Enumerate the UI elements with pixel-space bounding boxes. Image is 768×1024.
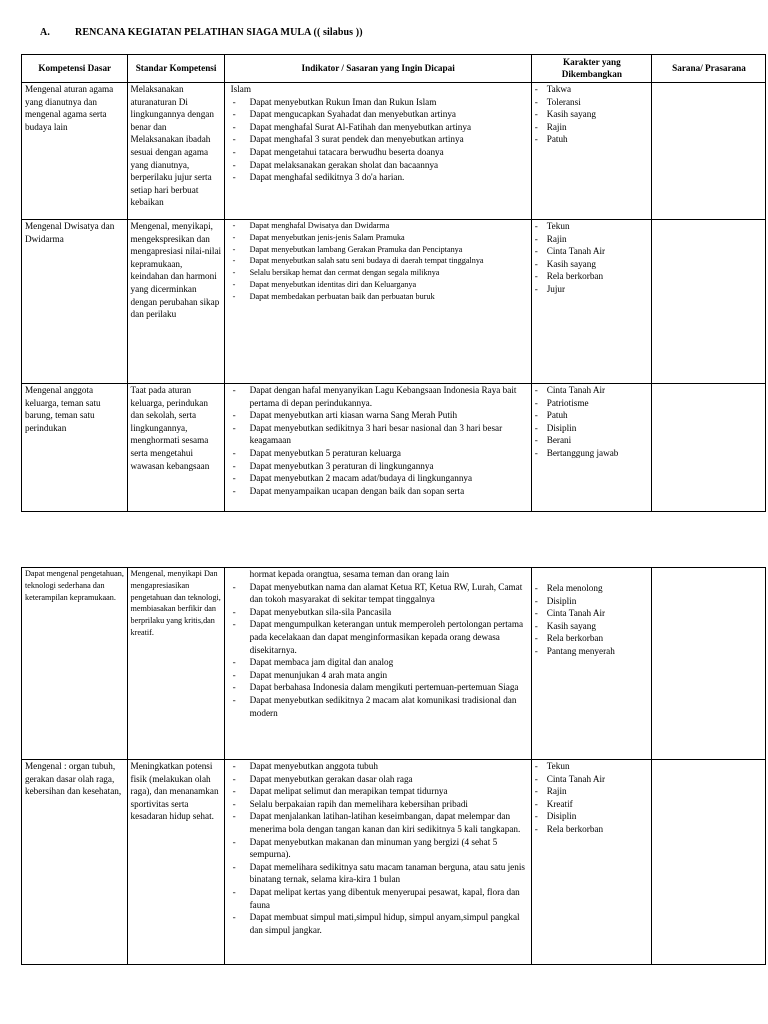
indikator-item: - Dapat membuat simpul mati,simpul hidup, simpul anyam,simpul pangkal dan simpul jangkar. (228, 911, 529, 936)
indikator-cell (224, 760, 531, 965)
indikator-item: - Dapat menyebutkan sila-sila Pancasila (228, 606, 529, 619)
indikator-item: - Dapat dengan hafal menyanyikan Lagu Kebangsaan Indonesia Raya bait pertama di depan perindukannya. (228, 384, 529, 409)
karakter-item: - Cinta Tanah Air (535, 607, 649, 620)
indikator-item: - Dapat menyebutkan 2 macam adat/budaya di lingkungannya (228, 472, 529, 485)
karakter-item: - Kasih sayang (535, 108, 649, 121)
indikator-item: - Dapat menyebutkan nama dan alamat Ketua RT, Ketua RW, Lurah, Camat dan tokoh masyarakat di sekitar tempat tinggalnya (228, 581, 529, 606)
karakter-item: - Cinta Tanah Air (535, 384, 649, 397)
karakter-cell (531, 760, 651, 965)
table-row (22, 83, 766, 220)
karakter-item: - Rajin (535, 233, 649, 246)
document-heading (40, 27, 363, 38)
indikator-item: - Dapat menunjukan 4 arah mata angin (228, 669, 529, 682)
karakter-item: - Takwa (535, 83, 649, 96)
indikator-item: - Dapat mengucapkan Syahadat dan menyebutkan artinya (228, 108, 529, 121)
kompetensi-cell: Dapat mengenal pengetahuan, teknologi sederhana dan keterampilan kepramukaan. (22, 568, 128, 760)
karakter-cell (531, 83, 651, 220)
standar-cell: Melaksanakan aturanaturan Di lingkungannya dengan benar dan Melaksanakan ibadah sesuai dengan agama yang dianutnya, berperilaku jujur serta setiap hari berbuat kebaikan (127, 83, 224, 220)
karakter-item: - Tekun (535, 220, 649, 233)
karakter-item: - Kreatif (535, 798, 649, 811)
table-row (22, 568, 766, 760)
standar-cell: Mengenal, menyikapi, mengekspresikan dan mengapresiasi nilai-nilai kepramukaan, keindahan dan harmoni yang dicerminkan dengan perubahan sikap dan perilaku (127, 220, 224, 384)
indikator-item: - Dapat menyebutkan lambang Gerakan Pramuka dan Penciptanya (228, 244, 529, 256)
karakter-item: - Kasih sayang (535, 620, 649, 633)
karakter-item: - Cinta Tanah Air (535, 245, 649, 258)
sarana-cell (652, 83, 766, 220)
karakter-item: - Rela berkorban (535, 270, 649, 283)
indikator-cell (224, 568, 531, 760)
indikator-item: - Dapat membaca jam digital dan analog (228, 656, 529, 669)
indikator-item: - Dapat menyebutkan Rukun Iman dan Rukun Islam (228, 96, 529, 109)
indikator-list (228, 581, 529, 720)
indikator-item: - Dapat menghafal Dwisatya dan Dwidarma (228, 220, 529, 232)
karakter-item: - Rela berkorban (535, 632, 649, 645)
kompetensi-cell: Mengenal aturan agama yang dianutnya dan mengenal agama serta budaya lain (22, 83, 128, 220)
karakter-item: - Tekun (535, 760, 649, 773)
header-indikator: Indikator / Sasaran yang Ingin Dicapai (224, 55, 531, 83)
standar-cell: Taat pada aturan keluarga, perindukan dan sekolah, serta lingkungannya, menghormati sesama serta mengetahui wawasan kebangsaan (127, 384, 224, 512)
section-title: RENCANA KEGIATAN PELATIHAN SIAGA MULA (( silabus )) (75, 27, 363, 38)
indikator-item: - Dapat melaksanakan gerakan sholat dan bacaannya (228, 159, 529, 172)
indikator-item: - Dapat memelihara sedikitnya satu macam tanaman berguna, atau satu jenis binatang ternak, selama kira-kira 1 bulan (228, 861, 529, 886)
karakter-item: - Bertanggung jawab (535, 447, 649, 460)
indikator-item: - Selalu berpakaian rapih dan memelihara kebersihan pribadi (228, 798, 529, 811)
karakter-item: - Pantang menyerah (535, 645, 649, 658)
syllabus-table-page1 (21, 54, 766, 512)
karakter-list (535, 582, 649, 658)
indikator-cell (224, 220, 531, 384)
karakter-item: - Rela berkorban (535, 823, 649, 836)
karakter-item: - Kasih sayang (535, 258, 649, 271)
indikator-cell (224, 83, 531, 220)
indikator-list (228, 384, 529, 497)
indikator-item: - Dapat menjalankan latihan-latihan keseimbangan, dapat melempar dan menerima bola dengan tangan kanan dan kiri sedikitnya 5 kali tangkapan. (228, 810, 529, 835)
indikator-list (228, 760, 529, 936)
indikator-item: - Dapat menghafal sedikitnya 3 do'a harian. (228, 171, 529, 184)
indikator-continuation: hormat kepada orangtua, sesama teman dan orang lain (249, 569, 450, 579)
indikator-item: - Dapat melipat kertas yang dibentuk menyerupai pesawat, kapal, flora dan fauna (228, 886, 529, 911)
header-kompetensi-dasar: Kompetensi Dasar (22, 55, 128, 83)
kompetensi-cell: Mengenal : organ tubuh, gerakan dasar olah raga, kebersihan dan kesehatan, (22, 760, 128, 965)
karakter-list (535, 760, 649, 836)
indikator-item: - Dapat melipat selimut dan merapikan tempat tidurnya (228, 785, 529, 798)
karakter-item: - Patuh (535, 133, 649, 146)
indikator-item: - Dapat menyampaikan ucapan dengan baik dan sopan serta (228, 485, 529, 498)
header-standar-kompetensi: Standar Kompetensi (127, 55, 224, 83)
indikator-item: - Dapat berbahasa Indonesia dalam mengikuti pertemuan-pertemuan Siaga (228, 681, 529, 694)
syllabus-table-page2 (21, 567, 766, 965)
indikator-item: - Dapat mengumpulkan keterangan untuk memperoleh pertolongan pertama pada kecelakaan dan dapat menginformasikan kepada orang dewasa disekitarnya. (228, 618, 529, 656)
indikator-item: - Dapat menyebutkan 3 peraturan di lingkungannya (228, 460, 529, 473)
indikator-cell (224, 384, 531, 512)
indikator-item: - Dapat menyebutkan identitas diri dan Keluarganya (228, 279, 529, 291)
karakter-item: - Rajin (535, 785, 649, 798)
sarana-cell (652, 384, 766, 512)
karakter-item: - Patuh (535, 409, 649, 422)
indikator-item: - Dapat menghafal Surat Al-Fatihah dan menyebutkan artinya (228, 121, 529, 134)
indikator-item: - Dapat menyebutkan sedikitnya 2 macam alat komunikasi tradisional dan modern (228, 694, 529, 719)
karakter-item: - Rela menolong (535, 582, 649, 595)
header-karakter: Karakter yang Dikembangkan (531, 55, 651, 83)
karakter-cell (531, 384, 651, 512)
karakter-item: - Disiplin (535, 810, 649, 823)
indikator-list (228, 220, 529, 303)
karakter-list (535, 220, 649, 296)
standar-cell: Meningkatkan potensi fisik (melakukan olah raga), dan menanamkan sportivitas serta kesadaran hidup sehat. (127, 760, 224, 965)
indikator-item: - Dapat menyebutkan sedikitnya 3 hari besar nasional dan 3 hari besar keagamaan (228, 422, 529, 447)
table-header-row (22, 55, 766, 83)
indikator-item: - Dapat menyebutkan salah satu seni budaya di daerah tempat tinggalnya (228, 255, 529, 267)
sarana-cell (652, 220, 766, 384)
standar-cell: Mengenal, menyikapi Dan mengapresiasikan pengetahuan dan teknologi, membiasakan berfikir dan berprilaku yang kritis,dan kreatif. (127, 568, 224, 760)
karakter-item: - Jujur (535, 283, 649, 296)
karakter-item: - Disiplin (535, 595, 649, 608)
indikator-item: - Dapat menyebutkan anggota tubuh (228, 760, 529, 773)
karakter-item: - Cinta Tanah Air (535, 773, 649, 786)
karakter-list (535, 384, 649, 460)
indikator-item: - Dapat menyebutkan makanan dan minuman yang bergizi (4 sehat 5 sempurna). (228, 836, 529, 861)
section-letter: A. (40, 27, 50, 38)
table-row (22, 760, 766, 965)
indikator-item: - Dapat menyebutkan gerakan dasar olah raga (228, 773, 529, 786)
karakter-cell (531, 220, 651, 384)
kompetensi-cell: Mengenal Dwisatya dan Dwidarma (22, 220, 128, 384)
sarana-cell (652, 760, 766, 965)
kompetensi-cell: Mengenal anggota keluarga, teman satu barung, teman satu perindukan (22, 384, 128, 512)
indikator-item: - Dapat menghafal 3 surat pendek dan menyebutkan artinya (228, 133, 529, 146)
table-row (22, 220, 766, 384)
karakter-item: - Toleransi (535, 96, 649, 109)
sarana-cell (652, 568, 766, 760)
karakter-item: - Patriotisme (535, 397, 649, 410)
karakter-item: - Berani (535, 434, 649, 447)
karakter-list (535, 83, 649, 146)
indikator-intro: Islam (230, 84, 252, 94)
karakter-cell (531, 568, 651, 760)
indikator-list (228, 96, 529, 184)
karakter-item: - Rajin (535, 121, 649, 134)
indikator-item: - Dapat menyebutkan 5 peraturan keluarga (228, 447, 529, 460)
indikator-item: - Dapat menyebutkan jenis-jenis Salam Pramuka (228, 232, 529, 244)
indikator-item: - Dapat mengetahui tatacara berwudhu beserta doanya (228, 146, 529, 159)
indikator-item: - Selalu bersikap hemat dan cermat dengan segala miliknya (228, 267, 529, 279)
table-row (22, 384, 766, 512)
header-sarana: Sarana/ Prasarana (652, 55, 766, 83)
indikator-item: - Dapat menyebutkan arti kiasan warna Sang Merah Putih (228, 409, 529, 422)
karakter-item: - Disiplin (535, 422, 649, 435)
indikator-item: - Dapat membedakan perbuatan baik dan perbuatan buruk (228, 291, 529, 303)
